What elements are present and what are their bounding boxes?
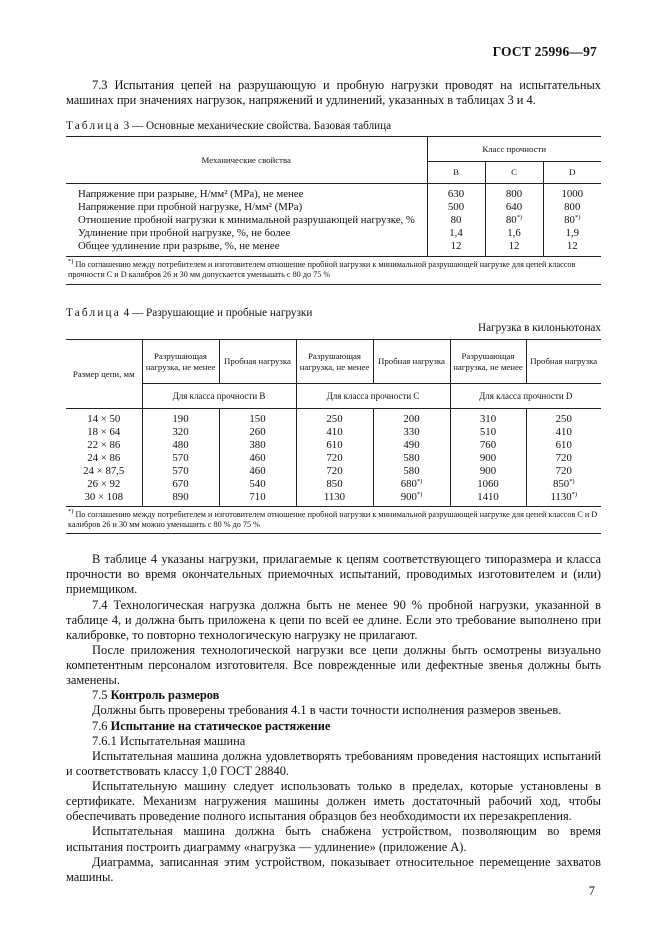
page-number: 7	[588, 884, 595, 898]
table3-cell	[543, 201, 601, 214]
table4-size-cell	[66, 426, 142, 439]
table3-cell	[485, 183, 543, 201]
table4-cell	[450, 452, 526, 465]
table4-cell-value: 720	[555, 451, 572, 464]
table4-cell-value: 760	[479, 438, 497, 451]
table4-cell-value: 1410	[477, 490, 499, 503]
table4-cell	[219, 452, 296, 465]
table4-cell-value: 510	[479, 425, 497, 438]
footnote-mark: *)	[516, 214, 523, 222]
footnote-mark: *)	[416, 490, 423, 498]
heading-7-6-text: Испытание на статическое растяжение	[110, 718, 331, 733]
heading-7-5-text: Контроль размеров	[110, 688, 220, 703]
table4-cell	[296, 491, 373, 506]
table-row	[66, 452, 601, 465]
table4-cell-value: 850	[326, 477, 343, 490]
table4-cell-value: 610	[555, 438, 572, 451]
table3-cell: 1,4	[427, 227, 485, 240]
table4-cell-value: 18 × 64	[87, 425, 121, 438]
table3-class-b: B	[427, 161, 485, 183]
table4-cell	[219, 491, 296, 506]
table4-cell-value: 580	[403, 451, 420, 464]
table-row	[66, 201, 601, 214]
table4-cell-value: 1130	[323, 490, 346, 503]
table4-cell-value: 410	[326, 425, 343, 438]
table4-cell	[142, 478, 219, 491]
table3-cell-value: 640	[505, 201, 523, 214]
table3-cell: 12	[427, 240, 485, 256]
table3-footnote-text: По соглашению между потребителем и изготовителем отношение пробной нагрузки к минимальной разрушающей нагрузке для цепей классов прочности С и D калибров 26 и 30 мм допускается уменьшать с 80 до 75 %	[68, 260, 576, 280]
table4-cell	[296, 452, 373, 465]
table4-header-break-c: Разрушающая нагрузка, не менее	[296, 340, 373, 384]
footnote-mark: *)	[68, 507, 74, 515]
table4-cell	[296, 465, 373, 478]
table4-footnote-text: По соглашению между потребителем и изготовителем отношение пробной нагрузки к минимальной разрушающей нагрузке для цепей классов С и D калибров 26 и 30 мм можно уменьшить с 80 % до 75 %	[68, 509, 598, 529]
table3-header-property: Механические свойства	[66, 136, 427, 183]
table4-header-proof-d: Пробная нагрузка	[526, 340, 601, 384]
table4-cell	[219, 439, 296, 452]
table4-cell	[526, 452, 601, 465]
footnote-mark: *)	[574, 214, 581, 222]
table4-cell-value: 1130	[550, 490, 572, 503]
table-row	[66, 240, 601, 256]
table3-cell	[485, 227, 543, 240]
table4-cell	[373, 465, 450, 478]
table-row	[66, 491, 601, 506]
table3-cell	[543, 240, 601, 256]
table4-cell-value: 680	[400, 477, 417, 490]
table4-cell-value: 250	[555, 413, 572, 426]
table4-caption-text: 4 — Разрушающие и пробные нагрузки	[120, 306, 313, 319]
table4-cell-value: 250	[326, 413, 343, 426]
table3-cell	[485, 214, 543, 227]
paragraph-machine-2: Испытательную машину следует использовать только в пределах, которые установлены в сертификате. Механизм нагружения машины должен иметь достаточный рабочий ход, чтобы обеспечивать проведение полного испытания образцов без необходимости их перезакрепления.	[66, 779, 601, 824]
table4-cell-value: 720	[326, 451, 343, 464]
table4-cell-value: 330	[403, 425, 420, 438]
paragraph-7-5: Должны быть проверены требования 4.1 в части точности исполнения размеров звеньев.	[92, 703, 562, 718]
table3-cell-value: 80	[564, 214, 575, 227]
table4-cell	[526, 491, 601, 506]
table-row	[66, 465, 601, 478]
body-text	[66, 552, 601, 885]
table4-rows	[66, 409, 601, 506]
table4-cell	[142, 426, 219, 439]
table4-cell-value: 570	[172, 464, 189, 477]
footnote-mark: *)	[571, 490, 578, 498]
table3-cell: 80	[427, 214, 485, 227]
table3-cell-value: 1000	[561, 188, 584, 201]
table4-group-d: Для класса прочности D	[450, 384, 601, 409]
table4-cell	[296, 426, 373, 439]
table4-cell-value: 150	[249, 413, 266, 426]
table4-cell-value: 310	[479, 413, 497, 426]
table3-caption-text: 3 — Основные механические свойства. Базовая таблица	[120, 120, 392, 133]
table4-cell	[450, 409, 526, 426]
table4-cell	[219, 465, 296, 478]
table4-caption	[66, 307, 601, 321]
table-row	[66, 214, 601, 227]
table3-cell	[485, 201, 543, 214]
table3-cell-value: 80	[505, 214, 517, 227]
table4-size-cell	[66, 478, 142, 491]
table4-cell	[296, 478, 373, 491]
table4-cell-value: 850	[552, 477, 570, 490]
table4-cell	[526, 439, 601, 452]
table3-row-label: Напряжение при пробной нагрузке, Н/мм² (МРа)	[66, 201, 427, 214]
table4-cell-value: 890	[172, 490, 189, 503]
table4-cell-value: 22 × 86	[87, 438, 121, 451]
table4-cell	[142, 439, 219, 452]
table4-cell-value: 670	[172, 477, 189, 490]
paragraph-machine-3: Испытательная машина должна быть снабжена устройством, позволяющим во время испытания построить диаграмму «нагрузка — удлинение» (приложение А).	[66, 824, 601, 854]
footnote-mark: *)	[416, 477, 423, 485]
table4-cell	[450, 439, 526, 452]
table4-cell	[526, 465, 601, 478]
table4-header-break-b: Разрушающая нагрузка, не менее	[142, 340, 219, 384]
heading-7-6	[66, 719, 601, 734]
table4-size-cell	[66, 409, 142, 426]
table4-cell-value: 200	[403, 413, 420, 426]
table4-cell	[219, 426, 296, 439]
table4-cell	[373, 409, 450, 426]
table4-cell-value: 540	[249, 477, 266, 490]
paragraph-7-4: 7.4 Технологическая нагрузка должна быть не менее 90 % пробной нагрузки, указанной в таблице 4, и должна быть приложена к цепи по всей ее длине. Если это требование выполнено при калибровке, то повторно технологическую нагрузку не прилагают.	[66, 597, 601, 642]
table4-cell	[373, 452, 450, 465]
paragraph-7-3: 7.3 Испытания цепей на разрушающую и пробную нагрузки проводят на испытательных машинах при значениях нагрузок, напряжений и удлинений, указанных в таблицах 3 и 4.	[66, 78, 601, 108]
table4-size-cell	[66, 452, 142, 465]
table4-header-break-d: Разрушающая нагрузка, не менее	[450, 340, 526, 384]
table-row	[66, 439, 601, 452]
table3-cell-value: 12	[566, 240, 578, 253]
table3-caption	[66, 120, 601, 134]
table-row	[66, 183, 601, 201]
table4-cell	[219, 478, 296, 491]
table4-cell-value: 900	[479, 464, 497, 477]
table-4-body	[66, 409, 601, 534]
table4-cell	[296, 439, 373, 452]
table3-cell	[543, 183, 601, 201]
table4-size-cell	[66, 465, 142, 478]
table3-row-label: Общее удлинение при разрыве, %, не менее	[66, 240, 427, 256]
table3-cell: 500	[427, 201, 485, 214]
table-4	[66, 339, 601, 409]
table4-cell-value: 580	[403, 464, 420, 477]
table-row	[66, 227, 601, 240]
table4-header-size: Размер цепи, мм	[66, 340, 142, 409]
table4-cell	[373, 439, 450, 452]
table4-footnote	[66, 506, 601, 534]
table4-cell-value: 720	[326, 464, 343, 477]
table4-cell	[450, 491, 526, 506]
table4-cell-value: 24 × 86	[87, 451, 121, 464]
table3-cell	[543, 214, 601, 227]
table4-cell	[373, 491, 450, 506]
table4-cell-value: 710	[249, 490, 266, 503]
table4-cell-value: 410	[555, 425, 572, 438]
table4-cell-value: 460	[249, 464, 266, 477]
table4-cell-value: 490	[403, 438, 420, 451]
table4-cell-value: 900	[400, 490, 417, 503]
paragraph-table4-note: В таблице 4 указаны нагрузки, прилагаемые к цепям соответствующего типоразмера и класса прочности во время окончательных приемочных испытаний, проводимых изготовителем и (или) приемщиком.	[66, 552, 601, 597]
table4-caption-label: Таблица	[66, 306, 121, 319]
table4-cell-value: 26 × 92	[87, 477, 121, 490]
table4-cell-value: 900	[479, 451, 497, 464]
table4-cell-value: 260	[249, 425, 266, 438]
table4-cell	[142, 465, 219, 478]
page-content	[66, 78, 601, 885]
table4-cell-value: 460	[249, 451, 266, 464]
table4-cell	[373, 478, 450, 491]
table3-cell-value: 800	[564, 201, 581, 214]
table-row	[66, 478, 601, 491]
table4-cell-value: 570	[172, 451, 189, 464]
table-row	[66, 409, 601, 426]
table4-cell-value: 380	[249, 438, 266, 451]
table3-cell-value: 1,6	[507, 227, 521, 240]
table4-cell	[142, 491, 219, 506]
table3-header-class: Класс прочности	[427, 136, 601, 161]
table4-cell-value: 720	[555, 464, 572, 477]
table3-cell-value: 800	[505, 188, 523, 201]
standard-number: ГОСТ 25996—97	[492, 44, 597, 59]
paragraph-machine-1: Испытательная машина должна удовлетворять требованиям проведения настоящих испытаний и соответствовать классу 1,0 ГОСТ 28840.	[66, 748, 601, 778]
table4-size-cell	[66, 491, 142, 506]
paragraph-machine-4: Диаграмма, записанная этим устройством, показывает относительное перемещение захватов машины.	[66, 854, 601, 884]
table4-cell	[142, 452, 219, 465]
table3-cell	[543, 227, 601, 240]
table4-cell	[526, 409, 601, 426]
table3-cell-value: 1,9	[565, 227, 579, 240]
table4-cell	[450, 465, 526, 478]
table4-cell	[219, 409, 296, 426]
table3-caption-label: Таблица	[66, 120, 121, 133]
table4-header-proof-c: Пробная нагрузка	[373, 340, 450, 384]
table4-cell	[296, 409, 373, 426]
footnote-mark: *)	[68, 258, 74, 266]
table4-cell	[450, 426, 526, 439]
heading-7-6-1: 7.6.1 Испытательная машина	[92, 733, 246, 748]
table3-row-label: Напряжение при разрыве, Н/мм² (МРа), не менее	[66, 183, 427, 201]
table3-row-label: Отношение пробной нагрузки к минимальной разрушающей нагрузке, %	[66, 214, 427, 227]
table3-row-label: Удлинение при пробной нагрузке, %, не более	[66, 227, 427, 240]
table3-cell-value: 12	[508, 240, 520, 253]
table-3	[66, 136, 601, 285]
table3-cell	[485, 240, 543, 256]
heading-7-6-number: 7.6	[92, 718, 111, 733]
heading-7-5-number: 7.5	[92, 688, 111, 703]
table4-size-cell	[66, 439, 142, 452]
table4-cell	[450, 478, 526, 491]
table4-cell	[142, 409, 219, 426]
table4-cell-value: 190	[172, 413, 189, 426]
table4-group-c: Для класса прочности С	[296, 384, 450, 409]
paragraph-after-tech-load: После приложения технологической нагрузки все цепи должны быть осмотрены визуально компетентным персоналом изготовителя. Все поврежденные или дефектные звенья должны быть заменены.	[66, 642, 601, 688]
table4-cell	[526, 426, 601, 439]
table3-class-c: C	[485, 161, 543, 183]
table4-cell-value: 1060	[477, 477, 499, 490]
table-row	[66, 426, 601, 439]
footnote-mark: *)	[569, 477, 575, 485]
table4-cell-value: 14 × 50	[87, 413, 121, 426]
table3-class-d: D	[543, 161, 601, 183]
table4-group-b: Для класса прочности В	[142, 384, 296, 409]
table4-cell	[373, 426, 450, 439]
table3-footnote	[66, 257, 601, 285]
table4-header-proof-b: Пробная нагрузка	[219, 340, 296, 384]
table3-cell: 630	[427, 183, 485, 201]
heading-7-5	[66, 688, 601, 703]
table4-cell-value: 24 × 87,5	[83, 464, 125, 477]
table4-cell	[526, 478, 601, 491]
table4-unit: Нагрузка в килоньютонах	[478, 322, 601, 335]
table4-cell-value: 30 × 108	[84, 490, 123, 503]
table4-cell-value: 320	[172, 425, 189, 438]
table4-cell-value: 610	[326, 438, 343, 451]
table4-cell-value: 480	[172, 438, 189, 451]
